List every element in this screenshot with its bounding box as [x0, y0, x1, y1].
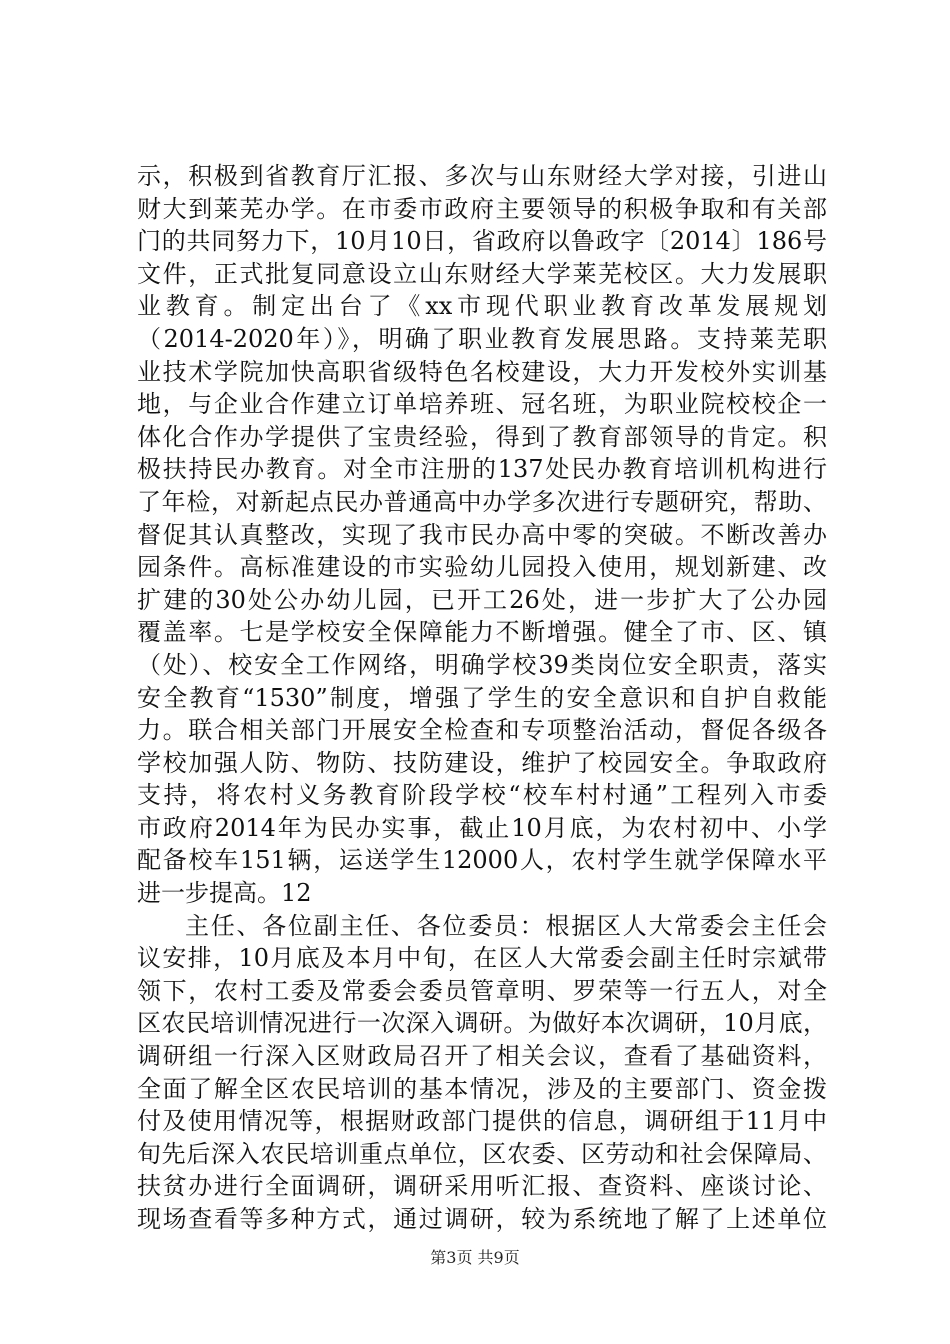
text-line: 安全教育“1530”制度，增强了学生的安全意识和自护自救能	[137, 683, 827, 712]
text-line: 业技术学院加快高职省级特色名校建设，大力开发校外实训基	[137, 357, 827, 386]
text-line: 旬先后深入农民培训重点单位，区农委、区劳动和社会保障局、	[137, 1139, 827, 1168]
text-line: 全面了解全区农民培训的基本情况，涉及的主要部门、资金拨	[137, 1074, 827, 1103]
text-line: 门的共同努力下，10月10日，省政府以鲁政字〔2014〕186号	[137, 227, 827, 256]
text-line: 财大到莱芜办学。在市委市政府主要领导的积极争取和有关部	[137, 194, 827, 223]
text-line: 议安排，10月底及本月中旬，在区人大常委会副主任时宗斌带	[137, 944, 827, 973]
text-line: 力。联合相关部门开展安全检查和专项整治活动，督促各级各	[137, 716, 827, 745]
text-line: 区农民培训情况进行一次深入调研。为做好本次调研，10月底，	[137, 1009, 827, 1038]
paragraph-2	[137, 910, 827, 1236]
page-footer	[0, 1245, 950, 1268]
text-line: 支持，将农村义务教育阶段学校“校车村村通”工程列入市委	[137, 781, 827, 810]
text-line: 调研组一行深入区财政局召开了相关会议，查看了基础资料，	[137, 1042, 827, 1071]
body-text	[137, 160, 827, 1236]
text-line: 园条件。高标准建设的市实验幼儿园投入使用，规划新建、改	[137, 553, 827, 582]
text-line: 付及使用情况等，根据财政部门提供的信息，调研组于11月中	[137, 1107, 827, 1136]
text-line: 进一步提高。12	[137, 879, 312, 908]
text-line: 扩建的30处公办幼儿园，已开工26处，进一步扩大了公办园	[137, 585, 827, 614]
text-line: （处）、校安全工作网络，明确学校39类岗位安全职责，落实	[137, 650, 827, 679]
text-line: 体化合作办学提供了宝贵经验，得到了教育部领导的肯定。积	[137, 422, 827, 451]
text-line: 示，积极到省教育厅汇报、多次与山东财经大学对接，引进山	[137, 162, 827, 190]
text-line: 极扶持民办教育。对全市注册的137处民办教育培训机构进行	[137, 455, 827, 484]
text-line: 市政府2014年为民办实事，截止10月底，为农村初中、小学	[137, 813, 827, 842]
text-line: 主任、各位副主任、各位委员：根据区人大常委会主任会	[185, 911, 827, 940]
text-line: 文件，正式批复同意设立山东财经大学莱芜校区。大力发展职	[137, 259, 827, 288]
text-line: 地，与企业合作建立订单培养班、冠名班，为职业院校校企一	[137, 390, 827, 419]
text-line: （2014-2020年）》，明确了职业教育发展思路。支持莱芜职	[137, 324, 827, 353]
text-line: 了年检，对新起点民办普通高中办学多次进行专题研究，帮助、	[137, 487, 827, 516]
text-line: 督促其认真整改，实现了我市民办高中零的突破。不断改善办	[137, 520, 827, 549]
text-line: 业教育。制定出台了《xx市现代职业教育改革发展规划	[137, 292, 827, 321]
text-line: 领下，农村工委及常委会委员管章明、罗荣等一行五人，对全	[137, 976, 827, 1005]
paragraph-1	[137, 160, 827, 910]
text-line: 现场查看等多种方式，通过调研，较为系统地了解了上述单位	[137, 1205, 827, 1233]
text-line: 覆盖率。七是学校安全保障能力不断增强。健全了市、区、镇	[137, 618, 827, 647]
text-line: 学校加强人防、物防、技防建设，维护了校园安全。争取政府	[137, 748, 827, 777]
text-line: 配备校车151辆，运送学生12000人，农村学生就学保障水平	[137, 846, 827, 875]
page-number-label: 第3页 共9页	[430, 1248, 520, 1267]
text-line: 扶贫办进行全面调研，调研采用听汇报、查资料、座谈讨论、	[137, 1172, 827, 1201]
